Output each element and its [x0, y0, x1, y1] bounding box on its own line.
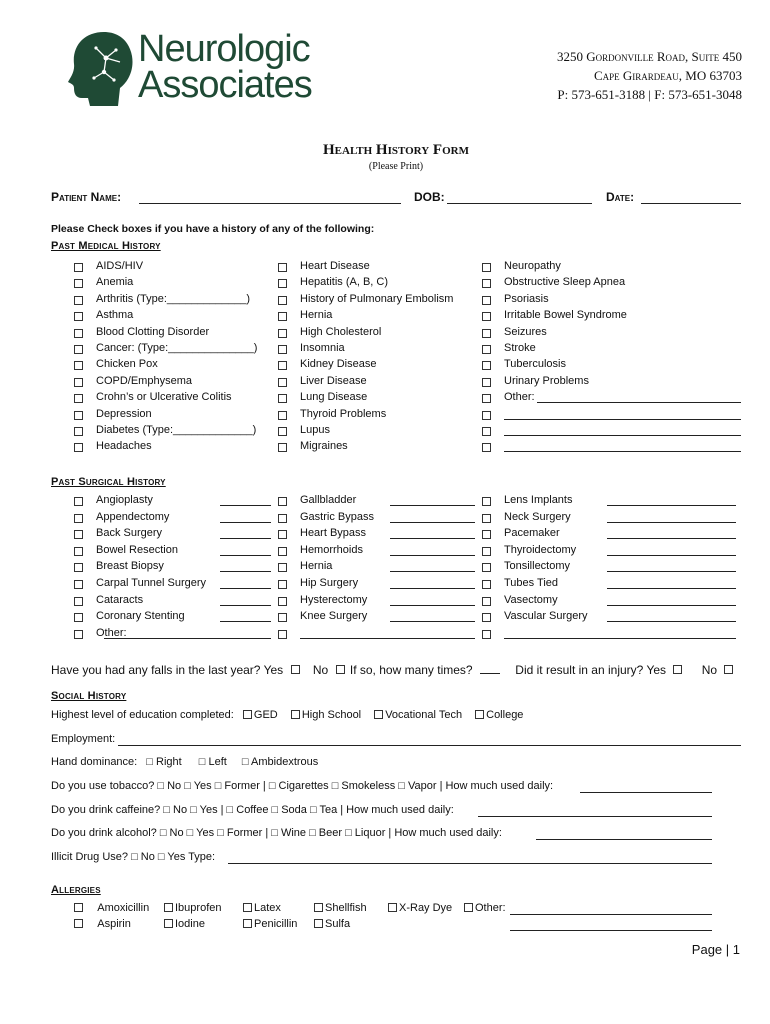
med-col1-item-label: Crohn’s or Ulcerative Colitis — [96, 391, 232, 404]
drug-question: Illicit Drug Use? □ No □ Yes Type: — [51, 851, 216, 863]
surg-col2-item-checkbox[interactable] — [278, 580, 287, 589]
med-col1-item-label: AIDS/HIV — [96, 260, 144, 272]
allergy-label: Latex — [254, 902, 281, 914]
allergy-option[interactable] — [464, 902, 506, 914]
surg-col3-item-label: Pacemaker — [504, 527, 560, 540]
med-col1-item-label: Depression — [96, 407, 152, 420]
surg-col1-item-label: Appendectomy — [96, 510, 170, 523]
surg-col2-item-label: Gallbladder — [300, 494, 357, 506]
surg-col1-item-label: Back Surgery — [96, 527, 163, 540]
surg-col2-item-date-field[interactable] — [390, 505, 475, 506]
edu-ged-checkbox[interactable] — [243, 710, 252, 719]
med-col3-item-label: Neuropathy — [504, 260, 561, 272]
edu-ged-label: GED — [253, 709, 278, 721]
surg-col1-item-label: Breast Biopsy — [96, 560, 164, 573]
surg-col3-item-date-field[interactable] — [607, 505, 736, 506]
allergy-checkbox[interactable] — [314, 919, 323, 928]
instructions: Please Check boxes if you have a history of any of the following: — [51, 223, 375, 235]
med-col2-item-checkbox[interactable] — [278, 361, 287, 370]
surg-col2-item-date-field[interactable] — [390, 571, 475, 572]
allergy-checkbox[interactable] — [164, 919, 173, 928]
med-col2-item-label: Lung Disease — [300, 391, 368, 404]
allergy-checkbox[interactable] — [464, 903, 473, 912]
surg-col3-item-date-field[interactable] — [607, 555, 736, 556]
surg-col1-item-checkbox[interactable] — [74, 563, 83, 572]
surg-col3-item-checkbox[interactable] — [482, 613, 491, 622]
allergy-checkbox[interactable] — [74, 903, 83, 912]
surg-col3-item-label: Tonsillectomy — [504, 560, 571, 573]
surg-col1-item-label: Other: — [96, 626, 127, 639]
med-col3-item-label: Other: — [504, 391, 535, 404]
allergy-checkbox[interactable] — [388, 903, 397, 912]
surg-col1-item-date-field[interactable] — [220, 555, 271, 556]
surg-col3-item-label: Neck Surgery — [504, 510, 571, 523]
surg-col3-item-date-field[interactable] — [607, 605, 736, 606]
surg-col1-item-date-field[interactable] — [220, 571, 271, 572]
allergy-option[interactable] — [164, 918, 205, 930]
med-col1-item-checkbox[interactable] — [74, 279, 83, 288]
med-col2-item-checkbox[interactable] — [278, 312, 287, 321]
surg-col3-item-date-field[interactable] — [607, 571, 736, 572]
allergy-other-field-2[interactable] — [510, 930, 712, 931]
surg-col2-item-label: Gastric Bypass — [300, 510, 374, 523]
hand-ambi-label[interactable]: Ambidextrous — [251, 756, 319, 768]
dob-label: DOB: — [414, 190, 445, 204]
med-col1-item-label: Diabetes (Type:_____________) — [96, 424, 257, 436]
surg-col3-item-label: Thyroidectomy — [504, 543, 577, 556]
allergy-other-field[interactable] — [510, 914, 712, 915]
tobacco-question: Do you use tobacco? □ No □ Yes □ Former | □ Cigarettes □ Smokeless □ Vapor | How much used daily: — [51, 780, 554, 792]
med-col1-item-label: Anemia — [96, 276, 134, 289]
alcohol-question: Do you drink alcohol? □ No □ Yes □ Former | □ Wine □ Beer □ Liquor | How much used daily: — [51, 827, 502, 839]
edu-college-label: College — [486, 709, 524, 721]
surg-col2-item-checkbox[interactable] — [278, 563, 287, 572]
allergy-label: Other: — [475, 902, 506, 914]
surg-col2-item-label: Knee Surgery — [300, 610, 368, 623]
surg-col1-item-checkbox[interactable] — [74, 547, 83, 556]
allergy-label: Shellfish — [325, 902, 367, 914]
med-col2-item-checkbox[interactable] — [278, 329, 287, 338]
surg-col2-item-checkbox[interactable] — [278, 497, 287, 506]
med-col1-item-checkbox[interactable] — [74, 296, 83, 305]
social-history-heading: Social History — [51, 690, 127, 702]
surg-col1-item-date-field[interactable] — [220, 505, 271, 506]
surg-col3-item-label: Vasectomy — [504, 593, 558, 606]
allergy-option[interactable] — [74, 918, 131, 930]
hand-left-label[interactable]: Left — [208, 756, 227, 768]
med-col3-item-checkbox[interactable] — [482, 394, 491, 403]
patient-name-field[interactable] — [139, 203, 401, 204]
surg-col3-item-checkbox[interactable] — [482, 597, 491, 606]
med-col1-item-checkbox[interactable] — [74, 427, 83, 436]
form-subtitle: (Please Print) — [368, 161, 424, 172]
falls-no-label: No — [312, 663, 329, 677]
surg-col1-item-label: Coronary Stenting — [96, 610, 185, 623]
med-col2-item-label: High Cholesterol — [300, 325, 382, 338]
med-col2-item-label: Hernia — [300, 309, 333, 322]
surg-col3-item-date-field[interactable] — [607, 588, 736, 589]
surg-col1-item-date-field[interactable] — [220, 605, 271, 606]
injury-yes-checkbox[interactable] — [673, 665, 682, 674]
surg-col1-item-checkbox[interactable] — [74, 514, 83, 523]
surg-col1-item-date-field[interactable] — [220, 538, 271, 539]
med-col2-item-label: Kidney Disease — [300, 358, 377, 371]
med-col2-item-checkbox[interactable] — [278, 378, 287, 387]
edu-voc-checkbox[interactable] — [374, 710, 383, 719]
surg-col2-item-checkbox[interactable] — [278, 514, 287, 523]
surg-col2-item-date-field[interactable] — [390, 522, 475, 523]
surg-col1-item-label: Bowel Resection — [96, 543, 178, 556]
employment-label: Employment: — [51, 733, 116, 745]
med-col2-item-checkbox[interactable] — [278, 411, 287, 420]
med-col3-item-label: Tuberculosis — [504, 358, 566, 371]
edu-hs-checkbox[interactable] — [291, 710, 300, 719]
surg-col1-item-checkbox[interactable] — [74, 597, 83, 606]
surg-col1-item-date-field[interactable] — [220, 588, 271, 589]
surg-col3-item-checkbox[interactable] — [482, 514, 491, 523]
surg-col3-item-date-field[interactable] — [607, 538, 736, 539]
surg-col2-item-label: Heart Bypass — [300, 527, 367, 540]
med-col1-item-checkbox[interactable] — [74, 312, 83, 321]
allergy-option[interactable] — [243, 902, 281, 914]
falls-no-checkbox[interactable] — [336, 665, 345, 674]
surg-col1-item-label: Carpal Tunnel Surgery — [96, 577, 207, 589]
med-col3-item-checkbox[interactable] — [482, 361, 491, 370]
surg-col2-item-date-field[interactable] — [390, 555, 475, 556]
med-col2-item-label: Heart Disease — [300, 260, 370, 272]
med-col1-item-checkbox[interactable] — [74, 394, 83, 403]
allergies-heading: Allergies — [51, 884, 101, 896]
med-col3-item-label: Irritable Bowel Syndrome — [504, 309, 627, 322]
injury-no-label: No — [701, 663, 718, 677]
surg-col3-item-checkbox[interactable] — [482, 580, 491, 589]
allergy-option[interactable] — [314, 918, 350, 930]
med-col3-item-checkbox[interactable] — [482, 279, 491, 288]
surg-col3-item-date-field[interactable] — [607, 621, 736, 622]
allergy-option[interactable] — [74, 902, 149, 914]
surg-col1-item-date-field[interactable] — [220, 522, 271, 523]
med-col3-item-label: Psoriasis — [504, 292, 549, 305]
med-col2-item-label: Migraines — [300, 440, 348, 453]
surg-col2-item-checkbox[interactable] — [278, 597, 287, 606]
med-col2-item-label: History of Pulmonary Embolism — [300, 292, 454, 305]
surg-col2-item-date-field[interactable] — [390, 605, 475, 606]
surg-col2-item-checkbox[interactable] — [278, 547, 287, 556]
page-number: Page | 1 — [691, 942, 740, 957]
allergy-checkbox[interactable] — [74, 919, 83, 928]
surg-col1-item-checkbox[interactable] — [74, 497, 83, 506]
allergy-option[interactable] — [164, 902, 221, 914]
surg-col1-item-checkbox[interactable] — [74, 630, 83, 639]
head-logo-icon — [66, 28, 136, 108]
med-col2-item-checkbox[interactable] — [278, 394, 287, 403]
surg-col2-item-date-field[interactable] — [390, 621, 475, 622]
falls-count-field[interactable] — [480, 673, 500, 674]
med-col3-item-label: Stroke — [504, 342, 536, 354]
allergy-checkbox[interactable] — [164, 903, 173, 912]
med-col1-item-checkbox[interactable] — [74, 443, 83, 452]
address-line2: Cape Girardeau, MO 63703 — [593, 68, 742, 83]
surg-col1-item-checkbox[interactable] — [74, 530, 83, 539]
caffeine-question: Do you drink caffeine? □ No □ Yes | □ Coffee □ Soda □ Tea | How much used daily: — [51, 804, 454, 816]
hand-label: Hand dominance: — [51, 756, 138, 768]
logo-text-line1: Neurologic — [138, 28, 310, 70]
med-col3-item-checkbox[interactable] — [482, 263, 491, 272]
edu-hs-label: High School — [301, 709, 362, 721]
date-field[interactable] — [641, 203, 741, 204]
form-title: Health History Form — [323, 142, 469, 158]
med-col1-item-checkbox[interactable] — [74, 329, 83, 338]
allergy-checkbox[interactable] — [243, 903, 252, 912]
med-col1-item-checkbox[interactable] — [74, 345, 83, 354]
allergy-label: Penicillin — [254, 918, 298, 930]
surg-col2-item-label: Hemorrhoids — [300, 543, 363, 556]
surg-col1-item-date-field[interactable] — [104, 638, 271, 639]
med-col1-item-checkbox[interactable] — [74, 411, 83, 420]
dob-field[interactable] — [447, 203, 592, 204]
surg-col3-item-date-field[interactable] — [607, 522, 736, 523]
med-col3-item-checkbox[interactable] — [482, 329, 491, 338]
med-col1-item-label: Chicken Pox — [96, 358, 158, 371]
allergy-label: X-Ray Dye — [399, 902, 453, 914]
med-col2-item-checkbox[interactable] — [278, 263, 287, 272]
surg-col3-item-label: Lens Implants — [504, 494, 573, 506]
med-col3-item-label: Urinary Problems — [504, 374, 589, 387]
alcohol-amount-field[interactable] — [536, 839, 712, 840]
med-col2-item-label: Liver Disease — [300, 374, 367, 387]
date-label: Date: — [606, 190, 635, 204]
med-other-extra-checkbox[interactable] — [482, 411, 491, 420]
med-col2-item-label: Thyroid Problems — [300, 407, 387, 420]
edu-voc-label: Vocational Tech — [385, 709, 463, 721]
med-col2-item-checkbox[interactable] — [278, 279, 287, 288]
med-col1-item-checkbox[interactable] — [74, 378, 83, 387]
surg-col3-item-label: Tubes Tied — [504, 577, 559, 589]
allergy-label: Amoxicillin — [97, 902, 150, 914]
med-col2-item-checkbox[interactable] — [278, 345, 287, 354]
surg-col2-item-date-field[interactable] — [390, 588, 475, 589]
tobacco-amount-field[interactable] — [580, 792, 712, 793]
surg-col1-item-date-field[interactable] — [220, 621, 271, 622]
injury-question: Did it result in an injury? Yes — [515, 663, 667, 677]
surg-col2-item-date-field[interactable] — [390, 538, 475, 539]
med-col2-item-label: Insomnia — [300, 342, 345, 354]
med-other-extra-checkbox[interactable] — [482, 427, 491, 436]
allergy-option[interactable] — [243, 918, 297, 930]
med-other-field[interactable] — [504, 435, 741, 436]
med-other-field[interactable] — [537, 402, 741, 403]
employment-field[interactable] — [118, 745, 741, 746]
surg-col3-item-label: Vascular Surgery — [504, 610, 588, 623]
surg-col1-item-label: Cataracts — [96, 593, 144, 606]
surg-col2-item-date-field[interactable] — [300, 638, 475, 639]
falls-count-question: If so, how many times? — [349, 663, 473, 677]
surgical-history-heading: Past Surgical History — [51, 476, 166, 488]
med-col1-item-checkbox[interactable] — [74, 361, 83, 370]
med-col3-item-checkbox[interactable] — [482, 345, 491, 354]
logo-text-line2: Associates — [138, 64, 312, 106]
injury-no-checkbox[interactable] — [724, 665, 733, 674]
education-label: Highest level of education completed: — [51, 709, 234, 721]
med-col2-item-checkbox[interactable] — [278, 427, 287, 436]
phone-fax: P: 573-651-3188 | F: 573-651-3048 — [557, 87, 742, 102]
allergy-checkbox[interactable] — [243, 919, 252, 928]
med-col1-item-label: Cancer: (Type:______________) — [96, 342, 258, 354]
allergy-label: Sulfa — [325, 918, 351, 930]
surg-col3-item-date-field[interactable] — [504, 638, 736, 639]
med-col3-item-checkbox[interactable] — [482, 378, 491, 387]
med-col2-item-checkbox[interactable] — [278, 443, 287, 452]
med-col1-item-label: Blood Clotting Disorder — [96, 325, 210, 338]
surg-col2-item-label: Hysterectomy — [300, 593, 368, 606]
surg-col2-item-checkbox[interactable] — [278, 630, 287, 639]
medical-history-heading: Past Medical History — [51, 240, 161, 252]
allergy-label: Aspirin — [97, 918, 131, 930]
med-col3-item-label: Obstructive Sleep Apnea — [504, 276, 626, 289]
surg-col3-item-checkbox[interactable] — [482, 497, 491, 506]
med-col2-item-label: Hepatitis (A, B, C) — [300, 276, 389, 289]
surg-col1-item-checkbox[interactable] — [74, 580, 83, 589]
allergy-label: Ibuprofen — [175, 902, 222, 914]
med-col1-item-label: Asthma — [96, 309, 134, 322]
med-other-field[interactable] — [504, 419, 741, 420]
patient-name-label: Patient Name: — [51, 190, 122, 204]
med-col3-item-label: Seizures — [504, 325, 547, 338]
med-col1-item-label: COPD/Emphysema — [96, 374, 192, 387]
address-line1: 3250 Gordonville Road, Suite 450 — [556, 49, 742, 64]
surg-col3-item-checkbox[interactable] — [482, 530, 491, 539]
drug-type-field[interactable] — [228, 863, 712, 864]
med-col3-item-checkbox[interactable] — [482, 312, 491, 321]
caffeine-amount-field[interactable] — [478, 816, 712, 817]
surg-col2-item-checkbox[interactable] — [278, 530, 287, 539]
surg-col1-item-label: Angioplasty — [96, 494, 153, 506]
falls-yes-checkbox[interactable] — [291, 665, 300, 674]
med-col3-item-checkbox[interactable] — [482, 296, 491, 305]
hand-right-label[interactable]: Right — [156, 756, 182, 768]
surg-col3-item-checkbox[interactable] — [482, 547, 491, 556]
med-col1-item-label: Arthritis (Type:_____________) — [96, 292, 251, 305]
edu-college-checkbox[interactable] — [475, 710, 484, 719]
med-col2-item-label: Lupus — [300, 424, 330, 436]
allergy-option[interactable] — [388, 902, 452, 914]
surg-col2-item-label: Hip Surgery — [300, 577, 359, 589]
med-col1-item-label: Headaches — [96, 440, 152, 453]
logo — [66, 28, 336, 108]
surg-col2-item-label: Hernia — [300, 560, 333, 573]
surg-col3-item-checkbox[interactable] — [482, 630, 491, 639]
allergy-option[interactable] — [314, 902, 367, 914]
med-col1-item-checkbox[interactable] — [74, 263, 83, 272]
med-other-extra-checkbox[interactable] — [482, 443, 491, 452]
allergy-label: Iodine — [175, 918, 205, 930]
surg-col1-item-checkbox[interactable] — [74, 613, 83, 622]
med-col2-item-checkbox[interactable] — [278, 296, 287, 305]
allergy-checkbox[interactable] — [314, 903, 323, 912]
surg-col2-item-checkbox[interactable] — [278, 613, 287, 622]
falls-question: Have you had any falls in the last year? Yes — [51, 663, 284, 677]
surg-col3-item-checkbox[interactable] — [482, 563, 491, 572]
med-other-field[interactable] — [504, 451, 741, 452]
